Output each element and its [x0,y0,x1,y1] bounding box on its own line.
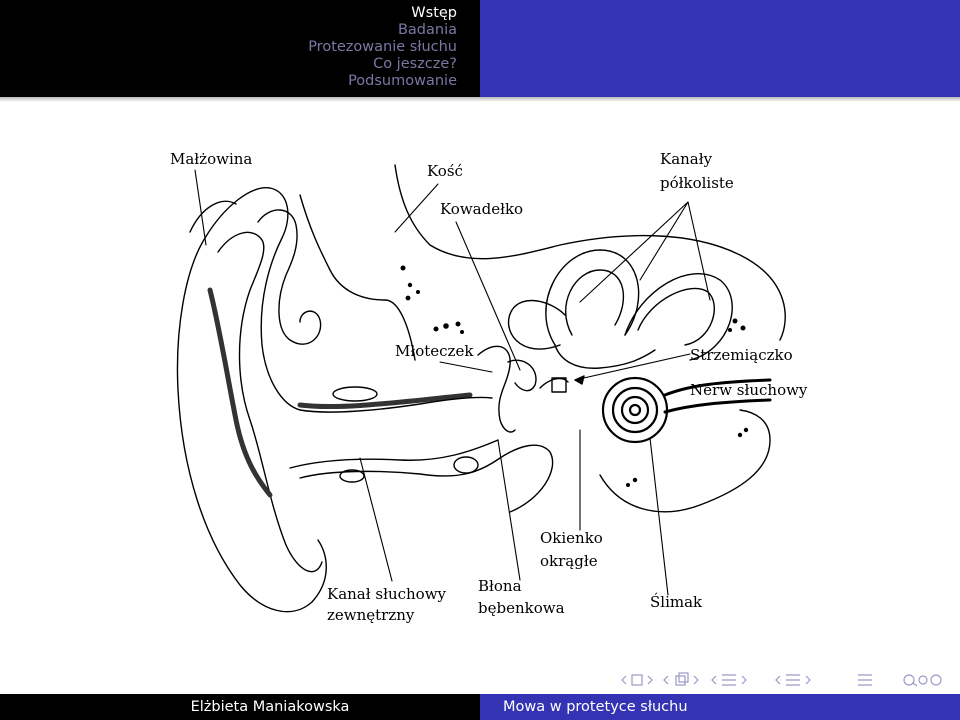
nav-section-co-jeszcze[interactable]: Co jeszcze? [373,56,457,72]
stapes-arrowhead [575,376,584,384]
nav-presentation-icon[interactable] [776,675,810,685]
concha-shading [210,290,470,495]
canal-bone-cavity [333,387,377,401]
label-kosc: Kość [427,162,463,180]
canal-bone-cavity-3 [454,457,478,473]
label-kanal-sluchowy: Kanał słuchowy [327,585,447,603]
footer-title: Mowa w protetyce słuchu [480,694,960,720]
label-polkoliste: półkoliste [660,174,734,192]
label-okragle: okrągłe [540,552,598,570]
bone-pores [401,266,749,488]
label-kowadelko: Kowadełko [440,200,524,218]
label-mloteczek: Młoteczek [395,342,474,360]
nav-section-icon[interactable] [712,675,746,685]
nav-frame-icon[interactable] [622,675,652,685]
label-zewnetrzny: zewnętrzny [327,606,415,624]
label-nerw-sluchowy: Nerw słuchowy [690,381,808,399]
inner-bone-lower [600,410,770,512]
footer-author: Elżbieta Maniakowska [0,694,480,720]
label-kanaly: Kanały [660,150,713,168]
label-slimak: Ślimak [650,593,703,611]
nav-section-protezowanie[interactable]: Protezowanie słuchu [308,39,457,55]
nav-appendix-icon[interactable] [858,675,872,685]
ear-canal-bottom [300,445,553,512]
pinna-helix [190,201,321,344]
label-bebenkowa: bębenkowa [478,599,565,617]
label-malzowina: Małżowina [170,150,253,168]
malleus [478,346,515,432]
nav-search-icon[interactable] [904,675,941,686]
semicircular-canal-3 [509,301,565,350]
label-strzemiaczko: Strzemiączko [690,346,793,364]
nav-section-wstep[interactable]: Wstęp [411,5,457,21]
beamer-nav-symbols [620,671,955,689]
stapes [540,378,568,392]
semicircular-canal-1 [546,250,639,345]
nav-subsection-icon[interactable] [664,673,698,685]
cochlea [603,378,667,442]
nav-section-podsumowanie[interactable]: Podsumowanie [348,73,457,89]
label-okienko: Okienko [540,529,603,547]
pinna-outline [177,188,326,612]
semicircular-canal-1-inner [566,270,624,335]
nav-section-badania[interactable]: Badania [397,22,457,38]
ear-canal-lower [290,440,498,468]
incus [508,360,536,390]
label-blona: Błona [478,577,522,595]
